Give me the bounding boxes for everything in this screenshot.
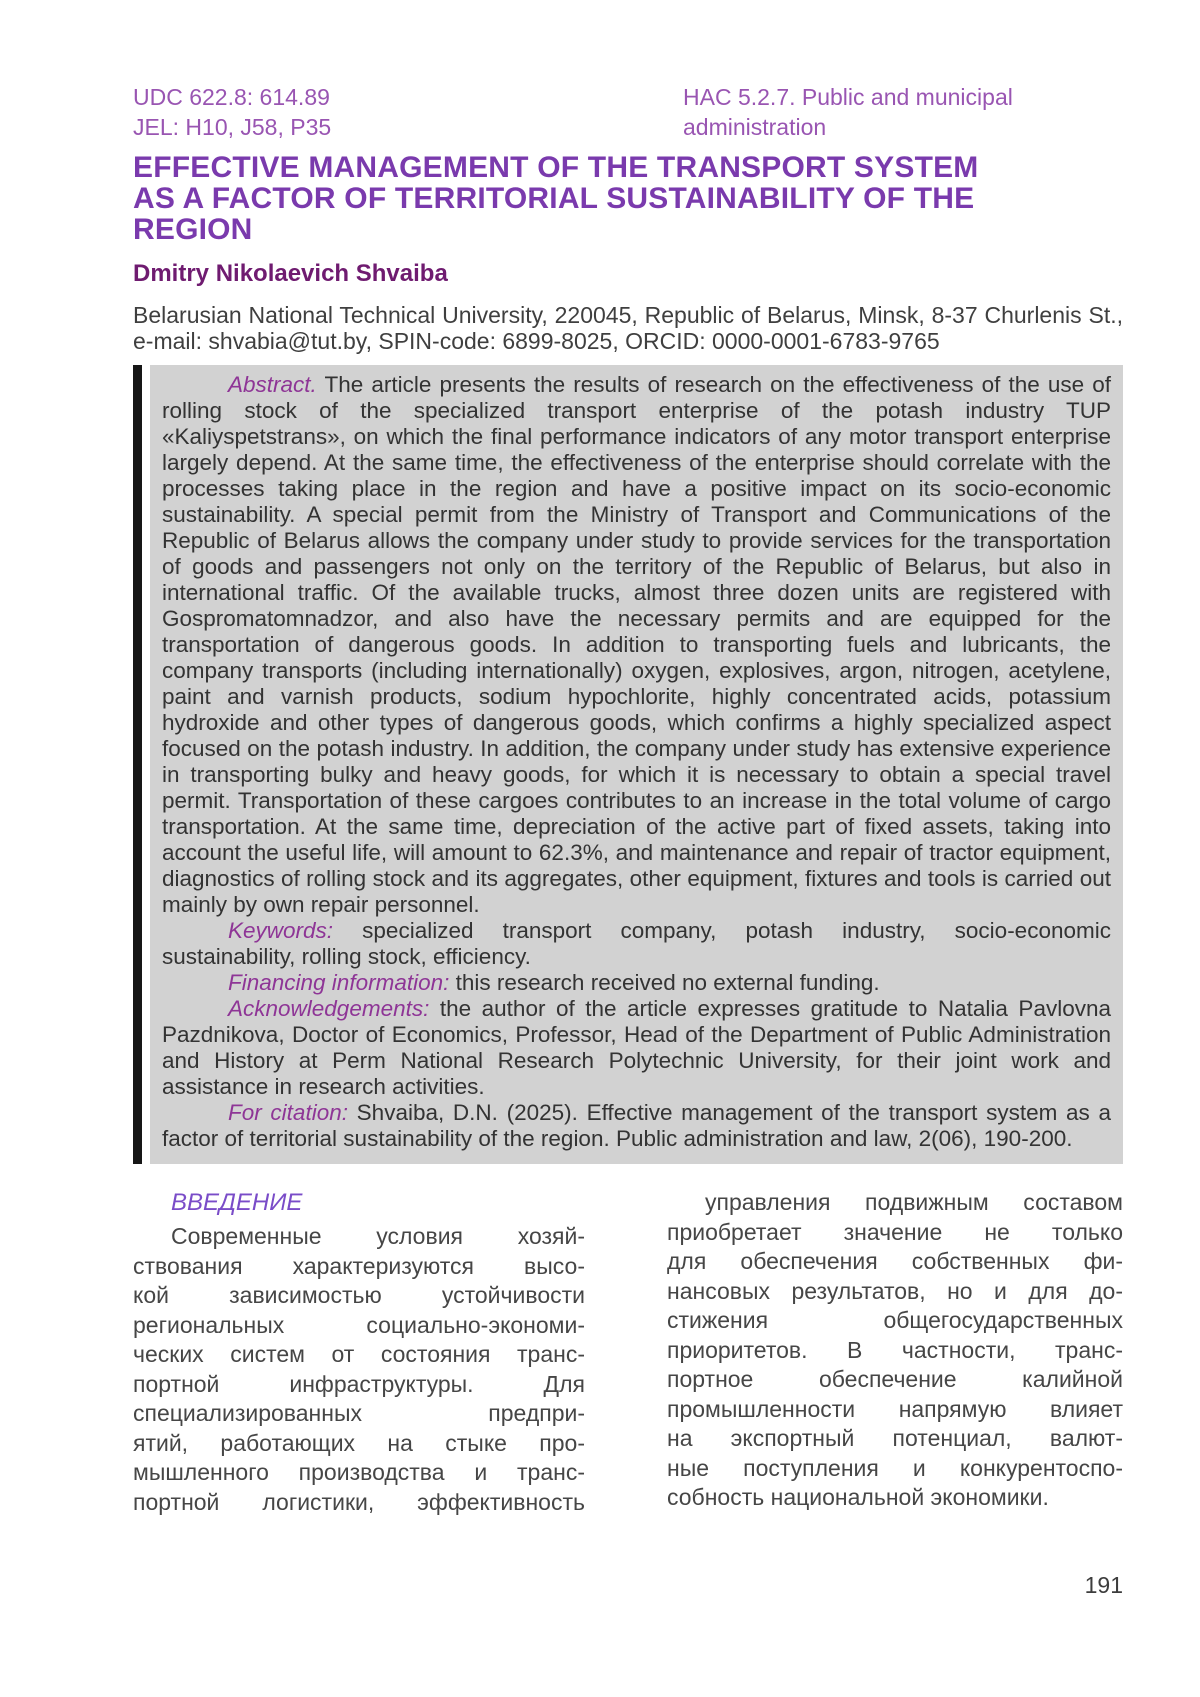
abstract-paragraph	[162, 372, 1111, 918]
article-title	[133, 152, 1123, 245]
article-title-line: AS A FACTOR OF TERRITORIAL SUSTAINABILITY OF THE	[133, 182, 975, 215]
text-line: кой зависимостью устойчивости	[133, 1282, 585, 1308]
acknowledgements-label: Acknowledgements:	[228, 996, 430, 1021]
abstract-label: Abstract.	[228, 372, 317, 397]
text-line: приоритетов. В частности, транс-	[667, 1336, 1123, 1363]
introduction-section	[133, 1188, 1123, 1517]
intro-column-right-text	[667, 1188, 1123, 1513]
acknowledgements-paragraph	[162, 996, 1111, 1100]
text-line: портной инфраструктуры. Для	[133, 1370, 585, 1397]
article-title-line: EFFECTIVE MANAGEMENT OF THE TRANSPORT SYSTEM	[133, 151, 979, 184]
keywords-paragraph	[162, 918, 1111, 970]
abstract-section	[133, 365, 1123, 1164]
citation-paragraph	[162, 1100, 1111, 1152]
text-line: на экспортный потенциал, валют-	[667, 1425, 1123, 1451]
text-line: управления подвижным составом	[705, 1189, 1123, 1215]
article-title-line: REGION	[133, 213, 253, 246]
abstract-left-bar	[133, 365, 142, 1164]
udc-code: UDC 622.8: 614.89	[133, 84, 330, 110]
text-line: мышленного производства и транс-	[133, 1459, 585, 1485]
citation-label: For citation:	[228, 1100, 348, 1125]
page-number: 191	[1084, 1572, 1123, 1598]
text-line: ческих систем от состояния транс-	[133, 1341, 585, 1367]
text-line: для обеспечения собственных фи-	[667, 1248, 1123, 1274]
keywords-label: Keywords:	[228, 918, 334, 943]
hac-code: HAC 5.2.7. Public and municipal administration	[683, 84, 1013, 140]
text-line: специализированных предпри-	[133, 1400, 585, 1426]
text-line: нансовых результатов, но и для до-	[667, 1277, 1123, 1304]
keywords-text: specialized transport company, potash industry, socio-economic sustainability, rolling stock, efficiency.	[162, 918, 1111, 969]
text-line: промышленности напрямую влияет	[667, 1395, 1123, 1422]
citation-text: Shvaiba, D.N. (2025). Effective management of the transport system as a factor of territorial sustainability of the region. Public administration and law, 2(06), 190-200.	[162, 1100, 1111, 1151]
author-name: Dmitry Nikolaevich Shvaiba	[133, 260, 448, 287]
text-line: региональных социально-экономи-	[133, 1311, 585, 1338]
text-line: приобретает значение не только	[667, 1218, 1123, 1245]
text-line: Современные условия хозяй-	[171, 1223, 585, 1249]
text-line: ные поступления и конкурентоспо-	[667, 1454, 1123, 1481]
text-line: ятий, работающих на стыке про-	[133, 1429, 585, 1456]
abstract-body	[150, 365, 1123, 1164]
text-line: портной логистики, эффективность	[133, 1488, 585, 1515]
intro-column-left	[133, 1188, 585, 1517]
page-header	[133, 82, 1123, 142]
financing-text: this research received no external funding.	[455, 970, 880, 995]
abstract-text: The article presents the results of research on the effectiveness of the use of rolling stock of the specialized transport enterprise of the potash industry TUP «Kaliyspetstrans», on which the final performance indicators of any motor transport enterprise largely depend. At the same time, the effectiveness of the enterprise should correlate with the processes taking place in the region and have a positive impact on its socio-economic sustainability. A special permit from the Ministry of Transport and Communications of the Republic of Belarus allows the company under study to provide services for the transportation of goods and passengers not only on the territory of the Republic of Belarus, but also in international traffic. Of the available trucks, almost three dozen units are registered with Gospromatomnadzor, and also have the necessary permits and are equipped for the transportation of dangerous goods. In addition to transporting fuels and lubricants, the company transports (including internationally) oxygen, explosives, argon, nitrogen, acetylene, paint and varnish products, sodium hypochlorite, highly concentrated acids, potassium hydroxide and other types of dangerous goods, which confirms a highly specialized aspect focused on the potash industry. In addition, the company under study has extensive experience in transporting bulky and heavy goods, for which it is necessary to obtain a special travel permit. Transportation of these cargoes contributes to an increase in the total volume of cargo transportation. At the same time, depreciation of the active part of fixed assets, taking into account the useful life, will amount to 62.3%, and maintenance and repair of tractor equipment, diagnostics of rolling stock and its aggregates, other equipment, fixtures and tools is carried out mainly by own repair personnel.	[162, 372, 1111, 917]
financing-label: Financing information:	[228, 970, 450, 995]
jel-code: JEL: H10, J58, P35	[133, 114, 332, 140]
intro-column-left-text	[133, 1222, 585, 1517]
text-line: ствования характеризуются высо-	[133, 1252, 585, 1279]
intro-column-right	[667, 1188, 1123, 1517]
classification-codes	[133, 82, 683, 142]
text-line: портное обеспечение калийной	[667, 1366, 1123, 1392]
intro-heading: ВВЕДЕНИЕ	[171, 1189, 303, 1216]
text-line: стижения общегосударственных	[667, 1307, 1123, 1333]
text-line: собность национальной экономики.	[667, 1484, 1049, 1510]
financing-paragraph	[162, 970, 1111, 996]
acknowledgements-text: the author of the article expresses gratitude to Natalia Pavlovna Pazdnikova, Doctor of Economics, Professor, Head of the Department of Public Administration and History at Perm National Research Polytechnic University, for their joint work and assistance in research activities.	[162, 996, 1111, 1099]
author-affiliation: Belarusian National Technical University, 220045, Republic of Belarus, Minsk, 8-37 Churlenis St., e-mail: shvabia@tut.by, SPIN-code: 6899-8025, ORCID: 0000-0001-6783-9765	[133, 302, 1123, 354]
